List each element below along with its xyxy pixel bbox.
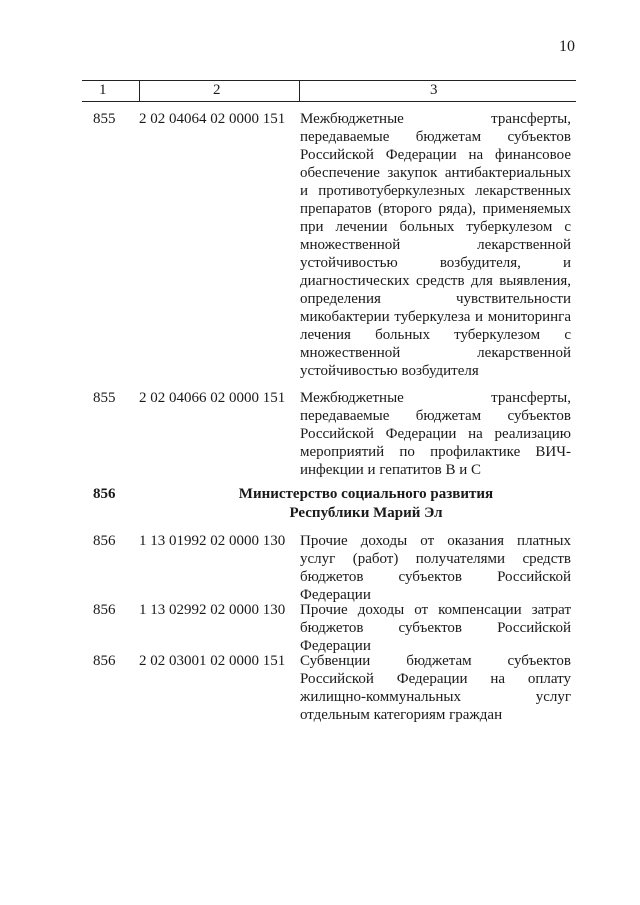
column-header-2: 2: [213, 82, 221, 98]
section-chapter-code: 856: [93, 486, 116, 502]
table-header: [82, 80, 576, 102]
chapter-code: 855: [93, 111, 116, 127]
income-description: Прочие доходы от оказания платных услуг (работ) получателями средств бюджетов субъектов Российской Федерации: [300, 533, 571, 603]
income-description: Межбюджетные трансферты, передаваемые бюджетам субъектов Российской Федерации на реализацию мероприятий по профилактике ВИЧ-инфекции и гепатитов В и С: [300, 390, 571, 478]
income-code: 2 02 03001 02 0000 151: [139, 653, 286, 669]
column-header-3: 3: [430, 82, 438, 98]
chapter-code: 856: [93, 653, 116, 669]
chapter-code: 855: [93, 390, 116, 406]
column-header-1: 1: [99, 82, 107, 98]
section-title: Министерство социального развития Республики Марий Эл: [238, 486, 494, 521]
column-divider: [139, 81, 140, 101]
chapter-code: 856: [93, 533, 116, 549]
income-code: 1 13 01992 02 0000 130: [139, 533, 286, 549]
chapter-code: 856: [93, 602, 116, 618]
income-description: Межбюджетные трансферты, передаваемые бюджетам субъектов Российской Федерации на финансовое обеспечение закупок антибактериальных и противотуберкулезных лекарственных препаратов (второго ряда), применяемых при лечении больных туберкулезом с множественной лекарственной устойчивостью возбудителя, и диагностических средств для выявления, определения чувствительности микобактерии туберкулеза и мониторинга лечения больных туберкулезом с множественной лекарственной устойчивостью возбудителя: [300, 111, 571, 379]
income-code: 1 13 02992 02 0000 130: [139, 602, 286, 618]
income-code: 2 02 04066 02 0000 151: [139, 390, 286, 406]
income-description: Субвенции бюджетам субъектов Российской Федерации на оплату жилищно-коммунальных услуг отдельным категориям граждан: [300, 653, 571, 723]
income-description: Прочие доходы от компенсации затрат бюджетов субъектов Российской Федерации: [300, 602, 571, 654]
column-divider: [299, 81, 300, 101]
page-number: 10: [559, 38, 575, 55]
income-code: 2 02 04064 02 0000 151: [139, 111, 286, 127]
